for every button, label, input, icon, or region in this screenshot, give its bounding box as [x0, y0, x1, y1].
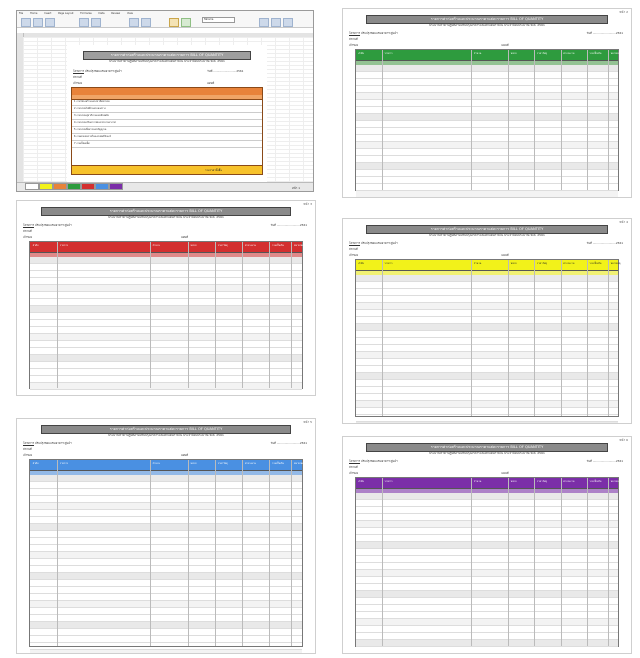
column-header: หมายเหตุ [293, 244, 304, 247]
column-header: ลำดับ [32, 244, 39, 247]
tab-home[interactable]: Home [29, 12, 38, 15]
sheet-subtitle: ประมาณราคาปฏิบัติงานปรับปรุงอาคารและตกแต่งภายใน ประจำปีงบประมาณ พ.ศ. 2561 [429, 451, 545, 455]
date-value: ..........................2561 [276, 223, 307, 227]
column-divider [382, 260, 383, 416]
sheet-label: แผ่นที่ [180, 235, 189, 239]
sheet-tabs [17, 182, 313, 191]
owner-label: เจ้าของ [23, 235, 33, 239]
summary-row[interactable]: 3 งานระบบสุขาภิบาลและดับเพลิง [72, 113, 262, 120]
tab-insert[interactable]: Insert [44, 12, 52, 15]
summary-row[interactable]: 1 งานโครงสร้างและสถาปัตยกรรม [72, 99, 262, 106]
column-header: ราคาวัสดุ [536, 262, 547, 265]
date-line [271, 223, 307, 228]
sheet-label: แผ่นที่ [501, 471, 509, 475]
date-line: วันที่ ..........................2561 [207, 69, 244, 73]
sheet-subtitle: ประมาณราคาปฏิบัติงานปรับปรุงอาคารและตกแต่งภายใน ประจำปีงบประมาณ พ.ศ. 2561 [429, 233, 545, 237]
column-header: รวมเป็นเงิน [589, 262, 602, 265]
column-header: ลำดับ [358, 262, 365, 265]
table-row[interactable] [30, 650, 302, 654]
italic-icon[interactable] [91, 18, 101, 27]
date-value: ..........................2561 [592, 459, 623, 463]
boq-sheet-purple [342, 436, 632, 654]
column-header: จำนวน [152, 244, 160, 247]
column-header: รวมเป็นเงิน [272, 462, 284, 465]
column-header: หมายเหตุ [610, 262, 621, 265]
column-divider [150, 460, 151, 646]
project-label: โครงการ [349, 459, 361, 463]
column-divider [150, 242, 151, 388]
summary-row[interactable]: 6 งานตกแต่งภายในและเฟอร์นิเจอร์ [72, 134, 262, 141]
sheet-tab-red[interactable] [81, 183, 95, 190]
project-value: ปรับปรุงซ่อมแซมอาคาร ศูนย์ฯ [34, 441, 72, 445]
column-divider [508, 260, 509, 416]
sheet-title: รายการค่าก่อสร้างและประมาณราคาแต่ละรายการ BILL OF QUANTITY [366, 15, 608, 24]
table-row[interactable] [356, 647, 619, 654]
column-lines [356, 478, 619, 646]
column-header: ราคาวัสดุ [536, 52, 547, 55]
owner-label: เจ้าของ [23, 453, 33, 457]
boq-sheet-blue [16, 418, 316, 654]
table-row[interactable] [30, 390, 302, 396]
project-line [23, 441, 72, 446]
project-label: โครงการ [23, 441, 35, 445]
column-divider [57, 460, 58, 646]
sheet-tab-blue[interactable] [95, 183, 109, 190]
column-header: ราคาวัสดุ [217, 244, 228, 247]
date-line [587, 459, 623, 464]
column-divider [587, 478, 588, 646]
sheet-page-number: หน้า 5 [303, 420, 312, 424]
column-divider [608, 50, 609, 190]
summary-total-row: รวมราคาทั้งสิ้น [71, 165, 263, 175]
tab-review[interactable]: Review [111, 12, 121, 15]
sheet-subtitle: ประมาณราคาปฏิบัติงานปรับปรุงอาคารและตกแต่งภายใน ประจำปีงบประมาณ พ.ศ. 2561 [108, 433, 224, 437]
sheet-subtitle: ประมาณราคาปฏิบัติงานปรับปรุงอาคารและตกแต่งภายใน ประจำปีงบประมาณ พ.ศ. 2561 [429, 23, 545, 27]
summary-row[interactable]: 5 งานระบบสื่อสารและสัญญาณ [72, 127, 262, 134]
column-header: ค่าแรงงาน [563, 262, 575, 265]
sheet-tab-yellow[interactable] [39, 183, 53, 190]
column-divider [471, 478, 472, 646]
date-value: ..........................2561 [592, 241, 623, 245]
column-lines [30, 242, 302, 388]
location-label: สถานที่ [23, 447, 32, 451]
project-value: ปรับปรุงซ่อมแซมอาคาร ศูนย์ฯ [360, 241, 398, 245]
column-divider [587, 260, 588, 416]
project-line [23, 223, 72, 228]
sheet-tab-green[interactable] [67, 183, 81, 190]
column-header: หน่วย [510, 262, 517, 265]
sheet-label: แผ่นที่ [501, 43, 509, 47]
column-divider [188, 242, 189, 388]
sheet-label: แผ่นที่ [501, 253, 509, 257]
date-line [587, 241, 623, 246]
column-header: รายการ [59, 462, 68, 465]
column-header: หน่วย [510, 480, 517, 483]
summary-row[interactable]: 7 งานเบ็ดเตล็ด [72, 141, 262, 148]
column-divider [534, 478, 535, 646]
sheet-tab-purple[interactable] [109, 183, 123, 190]
column-header: รายการ [59, 244, 68, 247]
sheet-tab-orange[interactable] [53, 183, 67, 190]
location-label: สถานที่ [23, 229, 32, 233]
boq-table [29, 241, 303, 389]
location-label: สถานที่ [349, 37, 358, 41]
column-header: รวมเป็นเงิน [589, 480, 602, 483]
summary-sheet [67, 45, 267, 189]
tab-formulas[interactable]: Formulas [80, 12, 92, 15]
column-header: ค่าแรงงาน [244, 462, 256, 465]
column-header: รายการ [384, 262, 393, 265]
sheet-title: รายการค่าก่อสร้างและประมาณราคาแต่ละรายการ BILL OF QUANTITY [41, 425, 291, 434]
column-header: หมายเหตุ [610, 480, 621, 483]
summary-row[interactable]: 2 งานระบบไฟฟ้าและแสงสว่าง [72, 106, 262, 113]
column-header: หน่วย [190, 244, 197, 247]
sheet-page-number: หน้า 2 [619, 10, 628, 14]
table-style-icon[interactable] [181, 18, 191, 27]
find-icon[interactable] [283, 18, 293, 27]
ribbon-tools [19, 17, 311, 26]
column-header: ค่าแรงงาน [244, 244, 256, 247]
boq-table [29, 459, 303, 647]
sum-icon[interactable] [259, 18, 269, 27]
copy-icon[interactable] [45, 18, 55, 27]
date-value: ..........................2561 [592, 31, 623, 35]
paste-icon[interactable] [21, 18, 31, 27]
date-label: วันที่ [270, 223, 276, 227]
project-label: โครงการ [349, 241, 361, 245]
column-header: จำนวน [152, 462, 160, 465]
cut-icon[interactable] [33, 18, 43, 27]
wrap-icon[interactable] [141, 18, 151, 27]
summary-subtitle: ประมาณราคาปฏิบัติงานปรับปรุงอาคารและตกแต่งภายใน ประจำปีงบประมาณ พ.ศ. 2561 [109, 59, 225, 63]
date-line [271, 441, 307, 446]
page-number: หน้า 1 [292, 186, 300, 190]
font-name-box[interactable]: Tahoma [202, 17, 235, 23]
ribbon [17, 11, 313, 28]
column-divider [215, 460, 216, 646]
boq-table [355, 49, 620, 191]
project-line [349, 459, 398, 464]
column-divider [561, 50, 562, 190]
column-divider [561, 478, 562, 646]
column-header: ลำดับ [32, 462, 39, 465]
project-line [349, 31, 398, 36]
column-lines [356, 50, 619, 190]
date-label: วันที่ [586, 459, 592, 463]
column-divider [534, 260, 535, 416]
column-lines [30, 460, 302, 646]
column-divider [188, 460, 189, 646]
sheet-tab-summary[interactable] [25, 183, 39, 190]
date-value: ..........................2561 [276, 441, 307, 445]
boq-table [355, 477, 620, 647]
sheet-page-number: หน้า 4 [619, 220, 628, 224]
tab-data[interactable]: Data [98, 12, 105, 15]
sort-icon[interactable] [271, 18, 281, 27]
project-label: โครงการ [23, 223, 35, 227]
column-divider [382, 478, 383, 646]
column-divider [291, 460, 292, 646]
column-header: ราคาวัสดุ [217, 462, 228, 465]
location-label: สถานที่ [73, 75, 82, 79]
location-label: สถานที่ [349, 465, 358, 469]
column-divider [291, 242, 292, 388]
column-divider [471, 260, 472, 416]
conditional-format-icon[interactable] [169, 18, 179, 27]
align-icon[interactable] [129, 18, 139, 27]
location-label: สถานที่ [349, 247, 358, 251]
column-header: หน่วย [510, 52, 517, 55]
sheet-title: รายการค่าก่อสร้างและประมาณราคาแต่ละรายการ BILL OF QUANTITY [41, 207, 291, 216]
tab-view[interactable]: View [127, 12, 133, 15]
project-line [349, 241, 398, 246]
table-row[interactable] [356, 191, 619, 198]
owner-label: เจ้าของ [349, 43, 359, 47]
column-divider [242, 242, 243, 388]
column-header: หมายเหตุ [293, 462, 304, 465]
column-header: รวมเป็นเงิน [589, 52, 602, 55]
project-value: ปรับปรุงซ่อมแซมอาคาร ศูนย์ฯ [360, 459, 398, 463]
column-divider [608, 478, 609, 646]
owner-label: เจ้าของ [73, 81, 83, 85]
summary-title: รายการค่าก่อสร้างและประมาณราคาแต่ละรายการ BILL OF QUANTITY [83, 51, 251, 60]
column-header: จำนวน [473, 52, 482, 55]
sheet-page-number: หน้า 6 [619, 438, 628, 442]
column-header: จำนวน [473, 262, 482, 265]
sheet-page-number: หน้า 3 [303, 202, 312, 206]
column-divider [608, 260, 609, 416]
column-divider [471, 50, 472, 190]
sheet-label: แผ่นที่ [207, 81, 215, 85]
sheet-subtitle: ประมาณราคาปฏิบัติงานปรับปรุงอาคารและตกแต่งภายใน ประจำปีงบประมาณ พ.ศ. 2561 [108, 215, 224, 219]
column-header: ลำดับ [358, 480, 365, 483]
column-header: จำนวน [473, 480, 482, 483]
owner-label: เจ้าของ [349, 253, 359, 257]
tab-file[interactable]: File [19, 12, 24, 15]
project-value: ปรับปรุงซ่อมแซมอาคาร ศูนย์ฯ [34, 223, 72, 227]
date-label: วันที่ [586, 241, 592, 245]
column-divider [561, 260, 562, 416]
owner-label: เจ้าของ [349, 471, 359, 475]
project-line: โครงการ ปรับปรุงซ่อมแซมอาคาร ศูนย์ฯ [73, 69, 122, 73]
column-header: หน่วย [190, 462, 197, 465]
ribbon-tabs [19, 12, 139, 15]
tab-page-layout[interactable]: Page Layout [58, 12, 74, 15]
table-row[interactable] [356, 415, 619, 422]
column-header: รายการ [384, 52, 393, 55]
date-label: วันที่ [586, 31, 592, 35]
date-label: วันที่ [270, 441, 276, 445]
column-header: ลำดับ [358, 52, 365, 55]
column-divider [269, 460, 270, 646]
sheet-title: รายการค่าก่อสร้างและประมาณราคาแต่ละรายการ BILL OF QUANTITY [366, 225, 608, 234]
column-header: รายการ [384, 480, 393, 483]
column-lines [356, 260, 619, 416]
column-divider [269, 242, 270, 388]
boq-sheet-red [16, 200, 316, 396]
table-row[interactable] [356, 422, 619, 424]
column-divider [382, 50, 383, 190]
column-divider [508, 50, 509, 190]
boq-sheet-yellow [342, 218, 632, 424]
column-header: ค่าแรงงาน [563, 52, 575, 55]
bold-icon[interactable] [79, 18, 89, 27]
column-header: รวมเป็นเงิน [272, 244, 284, 247]
column-divider [534, 50, 535, 190]
project-value: ปรับปรุงซ่อมแซมอาคาร ศูนย์ฯ [360, 31, 398, 35]
summary-rows [71, 99, 263, 166]
column-divider [242, 460, 243, 646]
column-divider [57, 242, 58, 388]
sheet-label: แผ่นที่ [180, 453, 189, 457]
column-header: ราคาวัสดุ [536, 480, 547, 483]
column-divider [215, 242, 216, 388]
boq-sheet-green [342, 8, 632, 198]
column-divider [508, 478, 509, 646]
summary-row[interactable]: 4 งานระบบปรับอากาศและระบายอากาศ [72, 120, 262, 127]
column-header: หมายเหตุ [610, 52, 621, 55]
excel-window [16, 10, 314, 192]
column-header: ค่าแรงงาน [563, 480, 575, 483]
sheet-title: รายการค่าก่อสร้างและประมาณราคาแต่ละรายการ BILL OF QUANTITY [366, 443, 608, 452]
project-label: โครงการ [349, 31, 361, 35]
column-divider [587, 50, 588, 190]
boq-table [355, 259, 620, 417]
date-line [587, 31, 623, 36]
